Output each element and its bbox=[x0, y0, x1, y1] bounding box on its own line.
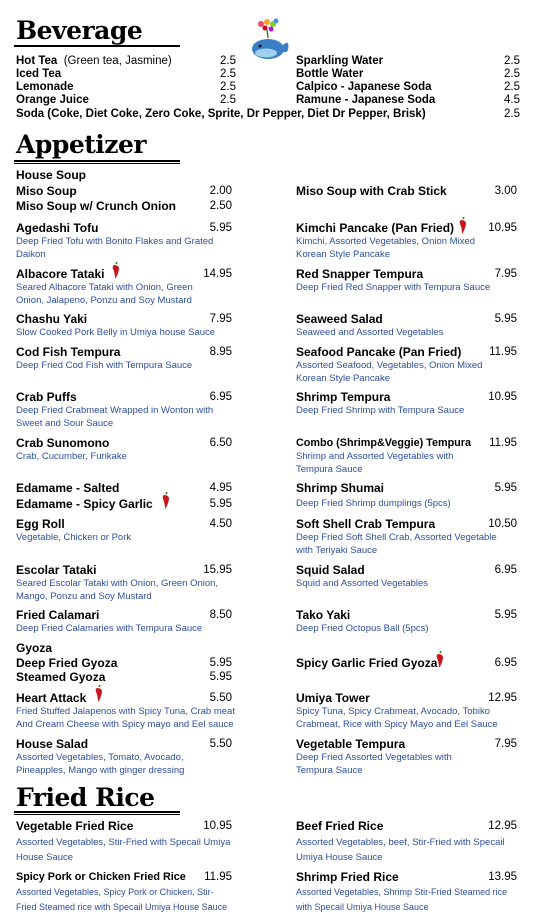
menu-item-price: 2.50 bbox=[209, 200, 232, 212]
menu-item-price: 13.95 bbox=[488, 871, 517, 883]
menu-item-name: Shrimp Tempura bbox=[296, 390, 391, 404]
menu-item-desc: Seared Albacore Tataki with Onion, Green Onion, Jalapeno, Ponzu and Soy Mustard bbox=[16, 282, 193, 306]
menu-item-price: 6.95 bbox=[209, 391, 232, 403]
menu-item-name: Crab Sunomono bbox=[16, 436, 110, 450]
chili-pepper-icon bbox=[93, 685, 105, 703]
menu-item-name: Soft Shell Crab Tempura bbox=[296, 517, 436, 531]
menu-item-name: Spicy Garlic Fried Gyoza bbox=[296, 656, 438, 670]
menu-item-price: 5.50 bbox=[209, 738, 232, 750]
bev-item: Orange Juice bbox=[16, 94, 89, 106]
bev-price: 2.5 bbox=[220, 81, 236, 93]
menu-item-name: Miso Soup with Crab Stick bbox=[296, 184, 447, 198]
appetizer-rule bbox=[14, 160, 180, 162]
menu-item-name: Combo (Shrimp&Veggie) Tempura bbox=[296, 437, 471, 449]
menu-item-name: Spicy Pork or Chicken Fried Rice bbox=[16, 871, 186, 883]
menu-item-price: 3.00 bbox=[494, 185, 517, 197]
bev-item: Iced Tea bbox=[16, 68, 62, 80]
menu-item-name: Steamed Gyoza bbox=[16, 670, 106, 684]
menu-item-name: Shrimp Shumai bbox=[296, 481, 385, 495]
menu-item-name: Tako Yaki bbox=[296, 608, 351, 622]
menu-item-desc: Crab, Cucumber, Furikake bbox=[16, 451, 127, 462]
menu-item-desc: Shrimp and Assorted Vegetables with Tempura Sauce bbox=[296, 451, 454, 475]
menu-item-desc: Deep Fried Assorted Vegetables with Tempura Sauce bbox=[296, 752, 452, 776]
menu-item-price: 7.95 bbox=[494, 738, 517, 750]
menu-item-desc: Kimchi, Assorted Vegetables, Onion Mixed Korean Style Pancake bbox=[296, 236, 476, 260]
menu-item-price: 10.95 bbox=[488, 391, 517, 403]
menu-item-name: Edamame - Spicy Garlic bbox=[16, 497, 153, 511]
bev-item: Lemonade bbox=[16, 81, 74, 93]
menu-item-desc: Seaweed and Assorted Vegetables bbox=[296, 327, 444, 338]
menu-item-name: Vegetable Fried Rice bbox=[16, 819, 134, 833]
menu-item-name: Deep Fried Gyoza bbox=[16, 656, 118, 670]
bev-item: Sparkling Water bbox=[296, 55, 384, 67]
menu-item-desc: Deep Fried Octopus Ball (5pcs) bbox=[296, 623, 429, 634]
menu-item-price: 6.95 bbox=[494, 564, 517, 576]
bev-price: 2.5 bbox=[220, 55, 236, 67]
bev-price: 2.5 bbox=[220, 94, 236, 106]
menu-item-price: 4.95 bbox=[209, 482, 232, 494]
menu-item-name: Beef Fried Rice bbox=[296, 819, 384, 833]
menu-item-name: House Salad bbox=[16, 737, 89, 751]
fried-rice-rule-thin bbox=[14, 814, 180, 815]
menu-item-price: 5.95 bbox=[209, 498, 232, 510]
menu-item-name: Crab Puffs bbox=[16, 390, 77, 404]
bev-price: 2.5 bbox=[504, 68, 520, 80]
menu-item-desc: Vegetable, Chicken or Pork bbox=[16, 532, 132, 543]
menu-item-price: 10.95 bbox=[488, 222, 517, 234]
menu-item-price: 7.95 bbox=[494, 268, 517, 280]
menu-item-desc: Assorted Vegetables, Shrimp Stir-Fried Steamed rice with Specail Umiya House Sauce bbox=[296, 887, 508, 912]
whale-bouquet-icon bbox=[246, 18, 292, 64]
menu-item-price: 12.95 bbox=[488, 692, 517, 704]
menu-item-desc: Seared Escolar Tataki with Onion, Green Onion, Mango, Ponzu and Soy Mustard bbox=[16, 578, 219, 602]
menu-item-price: 8.50 bbox=[209, 609, 232, 621]
menu-item-name: Edamame - Salted bbox=[16, 481, 120, 495]
menu-item-name: Miso Soup w/ Crunch Onion bbox=[16, 199, 176, 213]
menu-item-desc: Deep Fried Red Snapper with Tempura Sauce bbox=[296, 282, 491, 293]
bev-price: 2.5 bbox=[504, 81, 520, 93]
menu-item-desc: Assorted Vegetables, beef, Stir-Fried with Specail Umiya House Sauce bbox=[296, 837, 505, 863]
bev-price: 2.5 bbox=[504, 55, 520, 67]
menu-item-desc: Slow Cooked Pork Belly in Umiya house Sauce bbox=[16, 327, 216, 338]
house-soup-header: House Soup bbox=[16, 168, 87, 182]
appetizer-title: Appetizer bbox=[16, 130, 147, 159]
bev-item: Calpico - Japanese Soda bbox=[296, 81, 432, 93]
menu-item-desc: Assorted Seafood, Vegetables, Onion Mixed Korean Style Pancake bbox=[296, 360, 483, 384]
menu-item-desc: Deep Fried Cod Fish with Tempura Sauce bbox=[16, 360, 193, 371]
menu-item-name: Cod Fish Tempura bbox=[16, 345, 121, 359]
menu-item-price: 12.95 bbox=[488, 820, 517, 832]
menu-item-desc: Deep Fried Calamaries with Tempura Sauce bbox=[16, 623, 203, 634]
bev-item: Hot Tea (Green tea, Jasmine) bbox=[16, 55, 172, 67]
bev-price: 2.5 bbox=[504, 108, 520, 120]
menu-item-name: Vegetable Tempura bbox=[296, 737, 406, 751]
menu-item-price: 6.95 bbox=[494, 657, 517, 669]
menu-item-price: 4.50 bbox=[209, 518, 232, 530]
beverage-rule bbox=[14, 45, 180, 47]
menu-item-price: 10.95 bbox=[203, 820, 232, 832]
bev-item: Bottle Water bbox=[296, 68, 364, 80]
chili-pepper-icon bbox=[457, 217, 469, 235]
menu-item-name: Red Snapper Tempura bbox=[296, 267, 424, 281]
menu-item-desc: Deep Fried Shrimp dumplings (5pcs) bbox=[296, 498, 451, 509]
menu-item-name: Albacore Tataki bbox=[16, 267, 105, 281]
menu-item-desc: Deep Fried Crabmeat Wrapped in Wonton with Sweet and Sour Sauce bbox=[16, 405, 214, 429]
menu-item-name: Squid Salad bbox=[296, 563, 365, 577]
menu-item-name: Kimchi Pancake (Pan Fried) bbox=[296, 221, 455, 235]
menu-item-price: 2.00 bbox=[209, 185, 232, 197]
bev-item-soda: Soda (Coke, Diet Coke, Zero Coke, Sprite, Dr Pepper, Diet Dr Pepper, Brisk) bbox=[16, 108, 426, 120]
gyoza-header: Gyoza bbox=[16, 641, 53, 655]
fried-rice-rule bbox=[14, 811, 180, 813]
menu-item-name: Seafood Pancake (Pan Fried) bbox=[296, 345, 462, 359]
chili-pepper-icon bbox=[110, 262, 122, 280]
menu-item-name: Egg Roll bbox=[16, 517, 65, 531]
menu-item-name: Shrimp Fried Rice bbox=[296, 870, 399, 884]
bev-price: 4.5 bbox=[504, 94, 520, 106]
menu-item-desc: Assorted Vegetables, Tomato, Avocado, Pineapples, Mango with ginger dressing bbox=[16, 752, 185, 776]
menu-item-price: 11.95 bbox=[204, 871, 232, 883]
menu-item-price: 5.95 bbox=[209, 671, 232, 683]
menu-item-name: Umiya Tower bbox=[296, 691, 370, 705]
menu-item-price: 5.95 bbox=[209, 657, 232, 669]
menu-item-price: 10.50 bbox=[488, 518, 517, 530]
menu-item-price: 5.95 bbox=[209, 222, 232, 234]
chili-pepper-icon bbox=[160, 492, 172, 510]
menu-item-desc: Squid and Assorted Vegetables bbox=[296, 578, 429, 589]
menu-item-price: 11.95 bbox=[489, 346, 517, 358]
menu-item-price: 7.95 bbox=[209, 313, 232, 325]
menu-item-price: 5.95 bbox=[494, 482, 517, 494]
appetizer-rule-thin bbox=[14, 163, 180, 164]
chili-pepper-icon bbox=[434, 651, 446, 669]
menu-item-name: Fried Calamari bbox=[16, 608, 100, 622]
menu-item-price: 8.95 bbox=[209, 346, 232, 358]
menu-item-name: Agedashi Tofu bbox=[16, 221, 99, 235]
menu-item-price: 14.95 bbox=[203, 268, 232, 280]
menu-item-desc: Assorted Vegetables, Stir-Fried with Specail Umiya House Sauce bbox=[16, 837, 231, 863]
bev-price: 2.5 bbox=[220, 68, 236, 80]
menu-item-price: 11.95 bbox=[489, 437, 517, 449]
menu-item-name: Chashu Yaki bbox=[16, 312, 88, 326]
beverage-title: Beverage bbox=[16, 16, 143, 45]
menu-item-price: 5.50 bbox=[209, 692, 232, 704]
menu-item-desc: Deep Fried Soft Shell Crab, Assorted Vegetable with Teriyaki Sauce bbox=[296, 532, 497, 556]
bev-item: Ramune - Japanese Soda bbox=[296, 94, 436, 106]
menu-item-price: 5.95 bbox=[494, 609, 517, 621]
menu-item-price: 15.95 bbox=[203, 564, 232, 576]
menu-item-price: 6.50 bbox=[209, 437, 232, 449]
menu-item-desc: Deep Fried Tofu with Bonito Flakes and Grated Daikon bbox=[16, 236, 214, 260]
menu-item-name: Heart Attack bbox=[16, 691, 87, 705]
fried-rice-title: Fried Rice bbox=[16, 783, 155, 812]
menu-item-desc: Assorted Vegetables, Spicy Pork or Chicken, Stir-Fried Steamed rice with Specail Umiya House Sauce bbox=[16, 887, 228, 912]
menu-item-name: Escolar Tataki bbox=[16, 563, 97, 577]
menu-item-name: Seaweed Salad bbox=[296, 312, 383, 326]
menu-item-name: Miso Soup bbox=[16, 184, 77, 198]
menu-item-price: 5.95 bbox=[494, 313, 517, 325]
menu-item-desc: Deep Fried Shrimp with Tempura Sauce bbox=[296, 405, 465, 416]
menu-item-desc: Spicy Tuna, Spicy Crabmeat, Avocado, Tobiko Crabmeat, Rice with Spicy Mayo and Eel Sauce bbox=[296, 706, 498, 730]
menu-item-desc: Fried Stuffed Jalapenos with Spicy Tuna, Crab meat And Cream Cheese with Spicy mayo and Eel sauce bbox=[16, 706, 235, 730]
